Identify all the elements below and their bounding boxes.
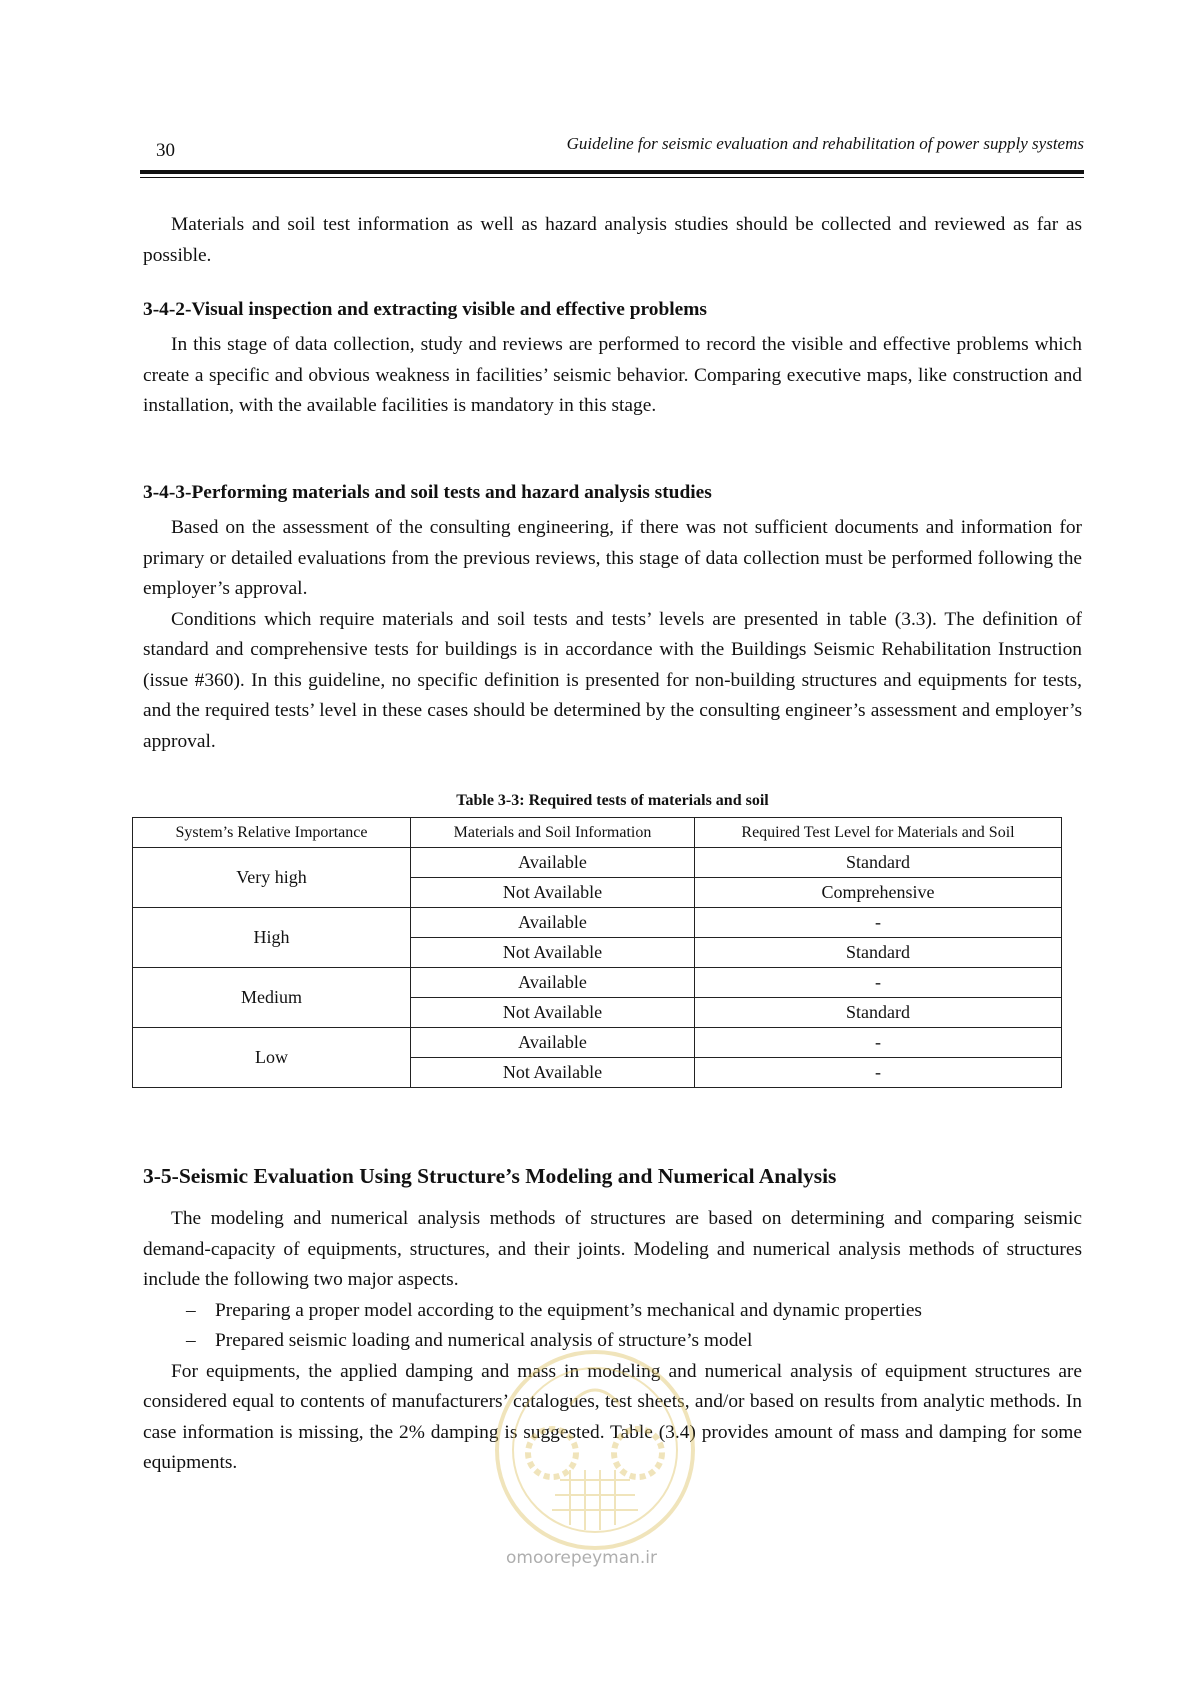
table-header-row [133,818,1062,848]
table-row [133,1028,1062,1058]
section-35-paragraph-1: The modeling and numerical analysis methods of structures are based on determining and comparing seismic demand-capacity of equipments, structures, and their joints. Modeling and numerical analysis methods of structures include the following two major aspects. [143,1208,1082,1290]
information-cell: Not Available [411,998,695,1028]
section-35-heading: 3-5-Seismic Evaluation Using Structure’s Modeling and Numerical Analysis [143,1164,837,1188]
table-caption: Table 3-3: Required tests of materials and soil [456,792,769,809]
test-level-cell: Standard [695,938,1062,968]
intro-block [143,210,1082,271]
importance-cell: Very high [133,848,411,908]
information-cell: Available [411,968,695,998]
header-rule-thick [140,170,1084,174]
section-343-paragraph-1: Based on the assessment of the consulting engineering, if there was not sufficient documents and information for primary or detailed evaluations from the previous reviews, this stage of data collection must be performed following the employer’s approval. [143,517,1082,599]
information-cell: Not Available [411,878,695,908]
page-number: 30 [156,140,175,161]
test-level-cell: - [695,1028,1062,1058]
section-343 [143,482,1082,504]
information-cell: Not Available [411,938,695,968]
section-342-heading: 3-4-2-Visual inspection and extracting visible and effective problems [143,299,707,320]
information-cell: Not Available [411,1058,695,1088]
header-rule-thin [140,177,1084,178]
section-342-body [143,330,1082,422]
test-level-cell: - [695,968,1062,998]
table-row [133,848,1062,878]
running-header: Guideline for seismic evaluation and rehabilitation of power supply systems [566,134,1084,153]
test-level-cell: - [695,1058,1062,1088]
section-35-paragraph-2: For equipments, the applied damping and mass in modeling and numerical analysis of equipment structures are considered equal to contents of manufacturers’ catalogues, test sheets, and/or based on results from analytic methods. In case information is missing, the 2% damping is suggested. Table (3.4) provides amount of mass and damping for some equipments. [143,1360,1082,1473]
section-343-heading: 3-4-3-Performing materials and soil tests and hazard analysis studies [143,482,712,503]
dash-bullet: – [186,1330,196,1351]
importance-cell: Medium [133,968,411,1028]
importance-cell: High [133,908,411,968]
section-35 [143,1164,1082,1189]
section-342 [143,299,1082,321]
header-test-level: Required Test Level for Materials and Soil [695,818,1062,848]
section-343-paragraph-2: Conditions which require materials and soil tests and tests’ levels are presented in table (3.3). The definition of standard and comprehensive tests for buildings is in accordance with the Buildings Seismic Rehabilitation Instruction (issue #360). In this guideline, no specific definition is presented for non-building structures and equipments for tests, and the required tests’ level in these cases should be determined by the consulting engineer’s assessment and employer’s approval. [143,608,1082,752]
information-cell: Available [411,1028,695,1058]
test-level-cell: Comprehensive [695,878,1062,908]
watermark-seal-icon [490,1345,700,1555]
information-cell: Available [411,848,695,878]
table-row [133,968,1062,998]
intro-paragraph: Materials and soil test information as well as hazard analysis studies should be collected and reviewed as far as possible. [143,214,1082,266]
information-cell: Available [411,908,695,938]
test-level-cell: - [695,908,1062,938]
list-item [143,1296,1082,1327]
importance-cell: Low [133,1028,411,1088]
list-item-text: Prepared seismic loading and numerical analysis of structure’s model [215,1330,753,1351]
required-tests-table [132,817,1062,1088]
header-information: Materials and Soil Information [411,818,695,848]
section-342-paragraph: In this stage of data collection, study and reviews are performed to record the visible and effective problems which create a specific and obvious weakness in facilities’ seismic behavior. Comparing executive maps, like construction and installation, with the available facilities is mandatory in this stage. [143,334,1082,416]
table-row [133,908,1062,938]
list-item-text: Preparing a proper model according to the equipment’s mechanical and dynamic properties [215,1299,922,1321]
test-level-cell: Standard [695,998,1062,1028]
dash-bullet: – [186,1299,196,1321]
section-343-body [143,513,1082,757]
watermark-text: omoorepeyman.ir [506,1548,658,1568]
header-importance: System’s Relative Importance [133,818,411,848]
test-level-cell: Standard [695,848,1062,878]
